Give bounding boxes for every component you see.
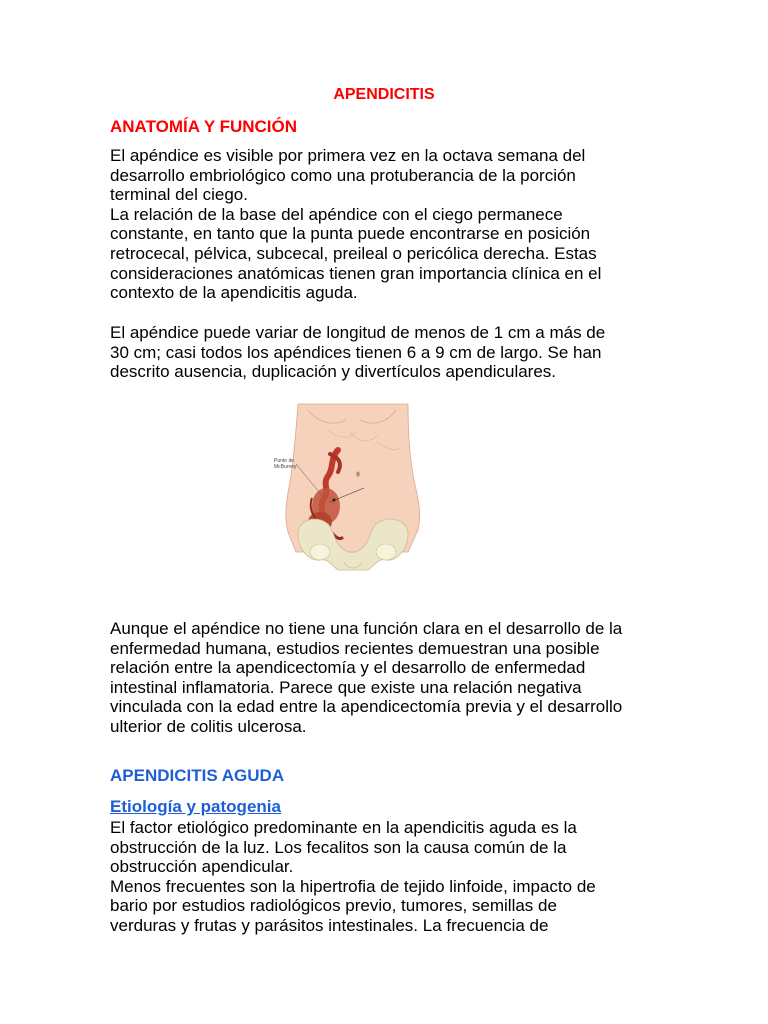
paragraph-line: obstrucción de la luz. Los fecalitos son la causa común de la xyxy=(110,837,567,857)
paragraph-line: relación entre la apendicectomía y el desarrollo de enfermedad xyxy=(110,658,586,678)
subsection-link-etiologia[interactable]: Etiología y patogenia xyxy=(110,797,281,816)
paragraph-line: Aunque el apéndice no tiene una función clara en el desarrollo de la xyxy=(110,619,623,638)
paragraph-line: vinculada con la edad entre la apendicectomía previa y el desarrollo xyxy=(110,697,623,717)
paragraph-line: obstrucción apendicular. xyxy=(110,857,294,877)
paragraph-line: Menos frecuentes son la hipertrofia de tejido linfoide, impacto de xyxy=(110,876,596,896)
paragraph-line: 30 cm; casi todos los apéndices tienen 6 a 9 cm de largo. Se han xyxy=(110,342,602,362)
paragraph-line: intestinal inflamatoria. Parece que existe una relación negativa xyxy=(110,677,582,697)
paragraph-2 xyxy=(110,323,670,382)
figure-label-line-2: McBurney xyxy=(274,464,297,470)
paragraph-line: ulterior de colitis ulcerosa. xyxy=(110,716,307,736)
paragraph-4 xyxy=(110,818,670,936)
paragraph-line: descrito ausencia, duplicación y divertículos apendiculares. xyxy=(110,362,557,382)
paragraph-line: bario por estudios radiológicos previo, tumores, semillas de xyxy=(110,896,557,916)
section-heading-anatomia: ANATOMÍA Y FUNCIÓN xyxy=(110,117,298,136)
paragraph-1 xyxy=(110,146,670,303)
paragraph-line: retrocecal, pélvica, subcecal, preileal o pericólica derecha. Estas xyxy=(110,243,597,263)
paragraph-line: consideraciones anatómicas tienen gran importancia clínica en el xyxy=(110,263,602,283)
anatomy-illustration xyxy=(268,402,428,576)
paragraph-line: El apéndice puede variar de longitud de menos de 1 cm a más de xyxy=(110,323,606,342)
paragraph-line: verduras y frutas y parásitos intestinales. La frecuencia de xyxy=(110,915,549,935)
section-heading-apendicitis-aguda: APENDICITIS AGUDA xyxy=(110,766,285,785)
paragraph-3 xyxy=(110,619,670,737)
paragraph-line: terminal del ciego. xyxy=(110,185,248,205)
paragraph-line: enfermedad humana, estudios recientes demuestran una posible xyxy=(110,638,600,658)
document-title: APENDICITIS xyxy=(333,86,435,103)
figure-label-line-1: Punto de xyxy=(274,458,295,464)
paragraph-line: desarrollo embriológico como una protuberancia de la porción xyxy=(110,165,576,185)
paragraph-line: contexto de la apendicitis aguda. xyxy=(110,283,358,303)
paragraph-line: El apéndice es visible por primera vez en la octava semana del xyxy=(110,146,586,165)
paragraph-line: La relación de la base del apéndice con el ciego permanece xyxy=(110,204,563,224)
paragraph-line: constante, en tanto que la punta puede encontrarse en posición xyxy=(110,224,591,244)
paragraph-line: El factor etiológico predominante en la apendicitis aguda es la xyxy=(110,818,577,837)
